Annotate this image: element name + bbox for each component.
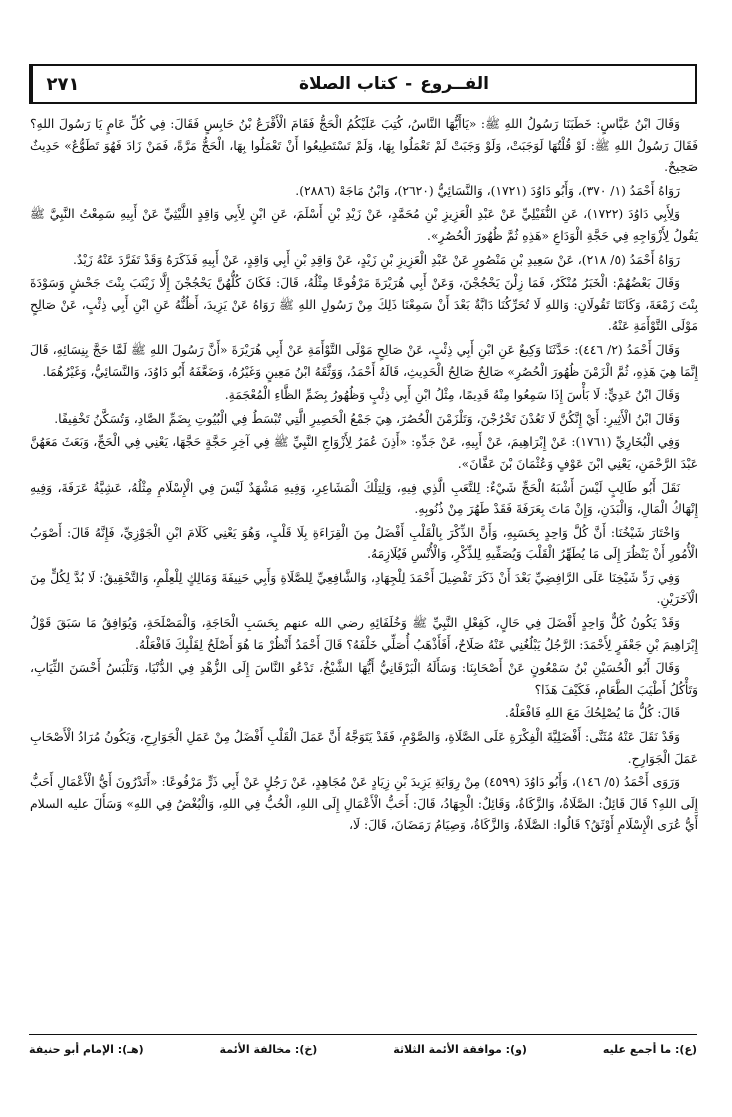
main-text — [30, 114, 698, 1019]
running-title — [93, 66, 695, 102]
paragraph: وَقَالَ أَبُو الْحُسَيْنِ بْنُ سَمْعُونٍ عَنْ أَصْحَابِنَا: وَسَأَلَهُ الْبَرْقَانِيُّ أَيُّهَا الشَّيْخُ، تَدْعُو النَّاسَ إِلَى الزُّهْدِ فِي الدُّنْيَا، وَتَلْبَسُ أَحْسَنَ الثِّيَابِ، وَتَأْكُلُ أَطْيَبَ الطَّعَامِ، فَكَيْفَ هَذَا؟ — [30, 661, 698, 697]
page-header — [29, 64, 697, 104]
footer-divider — [29, 1034, 697, 1035]
legend-disagreement: (خ): مخالفة الأئمة — [219, 1042, 318, 1056]
paragraph: وَقَالَ ابْنُ الْأَثِيرِ: أَيْ إِنَّكُنَّ لَا تَعُدْنَ تَخْرُجْنَ، وَتَلْزَمْنَ الْحُصُرَ، هِيَ جَمْعُ الْحَصِيرِ الَّتِي تُبْسَطُ فِي الْبُيُوتِ بِضَمِّ الصَّادِ، وَتُسَكَّنُ تَخْفِيفًا. — [54, 411, 680, 426]
book-name: الفــروع — [420, 74, 490, 94]
paragraph: وَلِأَبِي دَاوُدَ (١٧٢٢)، عَنِ النُّفَيْلِيِّ عَنْ عَبْدِ الْعَزِيزِ بْنِ مُحَمَّدٍ، عَنْ زَيْدِ بْنِ أَسْلَمَ، عَنِ ابْنٍ لِأَبِي وَاقِدٍ اللَّيْثِيِّ عَنْ أَبِيهِ سَمِعْتُ النَّبِيَّ ﷺ يَقُولُ لِأَزْوَاجِهِ فِي حَجَّةِ الْوَدَاعِ «هَذِهِ ثُمَّ ظُهُورَ الْحُصُرِ». — [30, 207, 698, 243]
footer-legend — [29, 1038, 697, 1060]
paragraph: وَفِي رَدِّ شَيْخِنَا عَلَى الرَّافِضِيِّ بَعْدَ أَنْ ذَكَرَ تَفْضِيلَ أَحْمَدَ لِلْجِهَادِ، وَالشَّافِعِيِّ لِلصَّلَاةِ وَأَبِي حَنِيفَةَ وَمَالِكٍ لِلْعِلْمِ، وَالتَّحْقِيقُ: لَا بُدَّ لِكُلٍّ مِنَ الْآخَرَيْنِ. — [30, 570, 698, 607]
paragraph: وَقَدْ يَكُونُ كُلٌّ وَاحِدٍ أَفْضَلَ فِي حَالٍ، كَفِعْلِ النَّبِيِّ ﷺ وَخُلَفَائِهِ رضي الله عنهم بِحَسَبِ الْحَاجَةِ، وَالْمَصْلَحَةِ، وَيُوَافِقُ مَا سَبَقَ قَوْلُ إِبْرَاهِيمَ بْنِ جَعْفَرٍ لِأَحْمَدَ: الرَّجُلُ يَبْلُغُنِي عَنْهُ صَلَاحٌ، أَفَأَذْهَبُ أُصَلِّي خَلْفَهُ؟ قَالَ أَحْمَدُ أَنْظُرْ مَا هُوَ أَصْلَحُ لِقَلْبِكَ فَافْعَلْهُ. — [30, 616, 698, 652]
paragraph: رَوَاهُ أَحْمَدُ (١/ ٣٧٠)، وَأَبُو دَاوُدَ (١٧٢١)، وَالنَّسَائِيُّ (٢٦٢٠)، وَابْنُ مَاجَهْ (٢٨٨٦). — [295, 183, 680, 198]
legend-three-imams: (و): موافقة الأئمة الثلاثة — [393, 1042, 527, 1056]
chapter-name: كتاب الصلاة — [299, 74, 398, 94]
paragraph: رَوَاهُ أَحْمَدُ (٥/ ٢١٨)، عَنْ سَعِيدِ بْنِ مَنْصُورٍ عَنْ عَبْدِ الْعَزِيزِ بْنِ زَيْدٍ، عَنْ وَاقِدِ بْنِ أَبِي وَاقِدٍ، عَنْ أَبِيهِ فَذَكَرَهُ وَقَدْ تَفَرَّدَ عَنْهُ زَيْدٌ. — [73, 252, 680, 267]
paragraph: وَفِي الْبُخَارِيِّ (١٧٦١): عَنْ إِبْرَاهِيمَ، عَنْ أَبِيهِ، عَنْ جَدِّهِ: «أَذِنَ عُمَرُ لِأَزْوَاجِ النَّبِيِّ ﷺ فِي آخِرِ حَجَّةٍ حَجَّهَا، يَعْنِي فِي الْحَجِّ، وَبَعَثَ مَعَهُنَّ عَبْدَ الرَّحْمَنِ، يَعْنِي ابْنَ عَوْفٍ وَعُثْمَانَ بْنَ عَفَّانَ». — [30, 435, 698, 471]
paragraph: وَقَالَ أَحْمَدُ (٢/ ٤٤٦): حَدَّثَنَا وَكِيعٌ عَنِ ابْنِ أَبِي ذِئْبٍ، عَنْ صَالِحٍ مَوْلَى التَّوْأَمَةِ عَنْ أَبِي هُرَيْرَةَ «أَنَّ رَسُولَ اللهِ ﷺ لَمَّا حَجَّ بِنِسَائِهِ، قَالَ إِنَّمَا هِيَ هَذِهِ، ثُمَّ الْزَمْنَ ظُهُورَ الْحُصُرِ» صَالِحٌ صَالِحُ الْحَدِيثِ، قَالَهُ أَحْمَدُ، وَوَثَّقَهُ ابْنُ مَعِينٍ وَغَيْرُهُ، وَضَعَّفَهُ أَبُو دَاوُدَ، وَالنَّسَائِيُّ، وَغَيْرُهُمَا. — [30, 342, 698, 379]
paragraph: نَقَلَ أَبُو طَالِبٍ لَيْسَ أَشْبَهُ الْحَجِّ شَيْءٌ: لِلتَّعَبِ الَّذِي فِيهِ، وَلِتِلْكَ الْمَشَاعِرِ، وَفِيهِ مَشْهَدٌ لَيْسَ فِي الْإِسْلَامِ مِثْلُهُ، عَشِيَّةُ عَرَفَةَ، وَفِيهِ إِنْهَاكُ الْمَالِ، وَالْبَدَنِ، وَإِنْ مَاتَ بِعَرَفَةَ فَقَدْ طَهُرَ مِنْ ذُنُوبِهِ. — [30, 480, 698, 517]
title-separator: - — [405, 74, 413, 94]
paragraph: وَقَدْ نَقَلَ عَنْهُ مُثَنَّى: أَفْضَلِيَّةَ الْفِكْرَةِ عَلَى الصَّلَاةِ، وَالصَّوْمِ، فَقَدْ يَتَوَجَّهُ أَنَّ عَمَلَ الْقَلْبِ أَفْضَلُ مِنْ عَمَلِ الْجَوَارِحِ، وَيَكُونُ مُرَادُ الْأَصْحَابِ عَمَلَ الْجَوَارِحِ. — [30, 730, 698, 766]
legend-agreement: (ع): ما أجمع عليه — [602, 1042, 697, 1056]
paragraph: وَرَوَى أَحْمَدُ (٥/ ١٤٦)، وَأَبُو دَاوُدَ (٤٥٩٩) مِنْ رِوَايَةِ يَزِيدَ بْنِ زِيَادٍ عَنْ مُجَاهِدٍ، عَنْ رَجُلٍ عَنْ أَبِي ذَرٍّ مَرْفُوعًا: «أَتَدْرُونَ أَيُّ الْأَعْمَالِ أَحَبُّ إِلَى اللهِ؟ قَالَ قَائِلٌ: الصَّلَاةُ، وَالزَّكَاةُ، وَقَائِلٌ: الْجِهَادُ، قَالَ: أَحَبُّ الْأَعْمَالِ إِلَى اللهِ، الْحُبُّ فِي اللهِ، وَالْبُغْضُ فِي اللهِ» وَسَأَلَ عليه السلام أَيُّ عُرَى الْإِسْلَامِ أَوْثَقُ؟ قَالُوا: الصَّلَاةُ، وَالزَّكَاةُ، وَصِيَامُ رَمَضَانَ، قَالَ: لَا، — [30, 775, 698, 833]
page-number: ٢٧١ — [31, 66, 93, 102]
paragraph: وَاخْتَارَ شَيْخُنَا: أَنَّ كُلَّ وَاحِدٍ بِحَسَبِهِ، وَأَنَّ الذِّكْرَ بِالْقَلْبِ أَفْضَلُ مِنَ الْقِرَاءَةِ بِلَا قَلْبٍ، وَهُوَ يَعْنِي كَلَامَ ابْنِ الْجَوْزِيِّ، فَإِنَّهُ قَالَ: أَصْوَبُ الْأُمُورِ أَنْ يَنْظُرَ إِلَى مَا يُطَهِّرُ الْقَلْبَ وَيُصَفِّيهِ لِلذِّكْرِ، وَالْأُنْسِ فَيُلَازِمَهُ. — [30, 525, 698, 562]
paragraph: قَالَ: كُلُّ مَا يُصْلِحُكَ مَعَ اللهِ فَافْعَلْهُ. — [504, 706, 680, 721]
paragraph: وَقَالَ ابْنُ عَدِيٍّ: لَا بَأْسَ إِذَا سَمِعُوا مِنْهُ قَدِيمًا، مِثْلُ ابْنِ أَبِي ذِئْبٍ وَظُهُورُ بِضَمِّ الظَّاءِ الْمُعْجَمَةِ. — [224, 388, 680, 403]
paragraph: وَقَالَ بَعْضُهُمْ: الْخَبَرُ مُنْكَرٌ، فَمَا زِلْنَ يَحْجُجْنَ، وَعَنْ أَبِي هُرَيْرَةَ مَرْفُوعًا مِثْلُهُ، قَالَ: فَكَانَ كُلُّهُنَّ يَحْجُجْنَ إِلَّا زَيْنَبَ بِنْتَ جَحْشٍ وَسَوْدَةَ بِنْتَ زَمْعَةَ، وَكَانَتَا تَقُولَانِ: وَاللهِ لَا تُحَرِّكُنَا دَابَّةٌ بَعْدَ أَنْ سَمِعْنَا ذَلِكَ مِنْ رَسُولِ اللهِ ﷺ رَوَاهُ عَنْ يَزِيدَ، أَظُنُّهُ عَنِ ابْنِ أَبِي ذِئْبٍ، عَنْ صَالِحٍ مَوْلَى التَّوْأَمَةِ عَنْهُ. — [30, 276, 698, 334]
legend-abu-hanifa: (هـ): الإمام أبو حنيفة — [29, 1042, 144, 1056]
paragraph: وَقَالَ ابْنُ عَبَّاسٍ: خَطَبَنَا رَسُولُ اللهِ ﷺ: «يَاأَيُّهَا النَّاسُ، كُتِبَ عَلَيْكُمُ الْحَجُّ فَقَامَ الْأَقْرَعُ بْنُ حَابِسٍ فَقَالَ: فِي كُلِّ عَامٍ يَا رَسُولَ اللهِ؟ فَقَالَ رَسُولُ اللهِ ﷺ: لَوْ قُلْتُهَا لَوَجَبَتْ، وَلَوْ وَجَبَتْ لَمْ تَعْمَلُوا بِهَا، وَلَمْ تَسْتَطِيعُوا أَنْ تَعْمَلُوا بِهَا، الْحَجُّ مَرَّةً، فَمَنْ زَادَ فَهُوَ تَطَوُّعٌ» حَدِيثٌ صَحِيحٌ. — [30, 117, 698, 175]
